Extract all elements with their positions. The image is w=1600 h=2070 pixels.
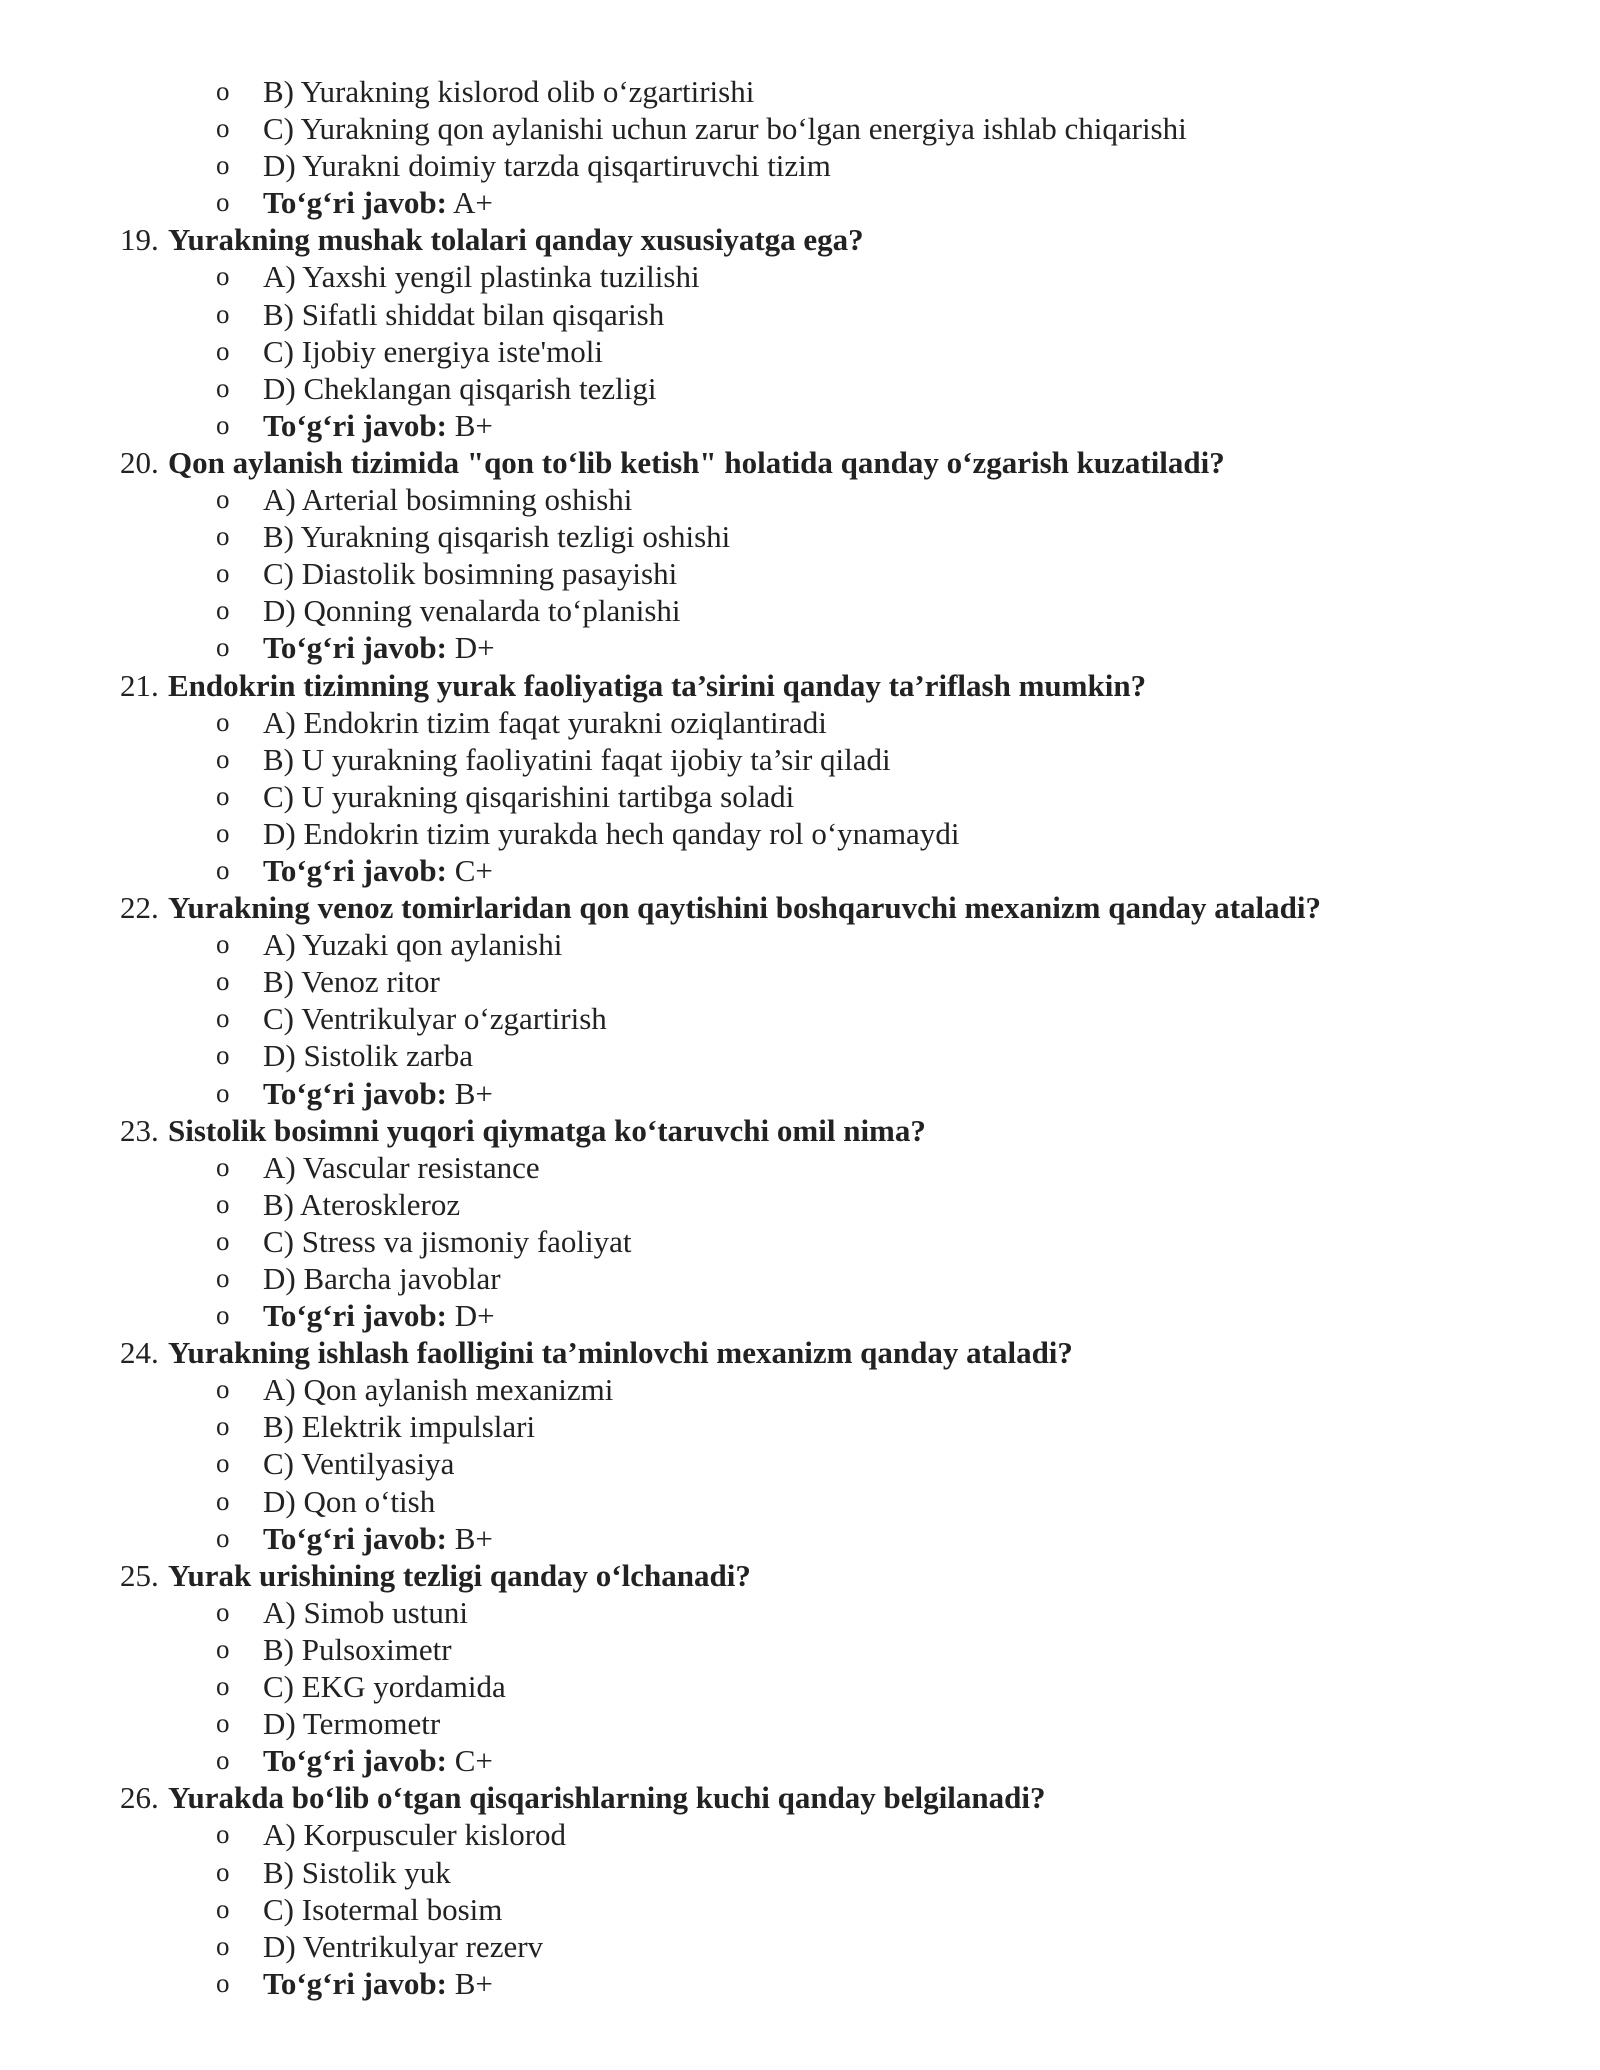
option-text: B) U yurakning faoliyatini faqat ijobiy ta’sir qiladi bbox=[263, 741, 891, 777]
bullet-icon: o bbox=[216, 706, 230, 737]
option-line bbox=[0, 110, 1600, 147]
option-text: C) Isotermal bosim bbox=[263, 1891, 503, 1927]
option-text: D) Termometr bbox=[263, 1706, 441, 1742]
bullet-icon: o bbox=[216, 966, 230, 997]
option-text: C) EKG yordamida bbox=[263, 1669, 506, 1705]
answer-line bbox=[0, 1520, 1600, 1557]
option-text: A) Yaxshi yengil plastinka tuzilishi bbox=[263, 259, 700, 295]
option-line bbox=[0, 1928, 1600, 1965]
answer-value: B+ bbox=[454, 1075, 493, 1111]
question-line bbox=[0, 1112, 1600, 1149]
answer-label: To‘g‘ri javob: bbox=[263, 1743, 447, 1779]
answer-label: To‘g‘ri javob: bbox=[263, 852, 447, 888]
option-line bbox=[0, 1594, 1600, 1631]
question-block-23 bbox=[0, 1112, 1600, 1335]
option-text: C) Diastolik bosimning pasayishi bbox=[263, 556, 678, 592]
option-text: B) Pulsoximetr bbox=[263, 1631, 452, 1667]
option-text: C) Ventrikulyar o‘zgartirish bbox=[263, 1001, 607, 1037]
bullet-icon: o bbox=[216, 1596, 230, 1627]
question-number: 22. bbox=[120, 890, 159, 926]
bullet-icon: o bbox=[216, 1077, 230, 1108]
option-text: A) Vascular resistance bbox=[263, 1149, 540, 1185]
answer-value: B+ bbox=[454, 407, 493, 443]
answer-value: A+ bbox=[453, 185, 493, 221]
bullet-icon: o bbox=[216, 261, 230, 292]
option-line bbox=[0, 555, 1600, 592]
option-line bbox=[0, 73, 1600, 110]
option-text: B) Elektrik impulslari bbox=[263, 1409, 536, 1445]
answer-line bbox=[0, 184, 1600, 221]
answer-label: To‘g‘ri javob: bbox=[263, 1298, 447, 1334]
option-line bbox=[0, 1816, 1600, 1853]
answer-line bbox=[0, 852, 1600, 889]
option-line bbox=[0, 296, 1600, 333]
answer-value: D+ bbox=[454, 630, 495, 666]
question-text: Qon aylanish tizimida "qon to‘lib ketish" holatida qanday o‘zgarish kuzatiladi? bbox=[168, 444, 1225, 480]
bullet-icon: o bbox=[216, 1856, 230, 1887]
option-line bbox=[0, 1668, 1600, 1705]
option-line bbox=[0, 778, 1600, 815]
option-line bbox=[0, 333, 1600, 370]
bullet-icon: o bbox=[216, 1671, 230, 1702]
question-number: 25. bbox=[120, 1557, 159, 1593]
option-text: D) Endokrin tizim yurakda hech qanday rol o‘ynamaydi bbox=[263, 815, 960, 851]
question-text: Yurakning venoz tomirlaridan qon qaytishini boshqaruvchi mexanizm qanday ataladi? bbox=[168, 890, 1321, 926]
bullet-icon: o bbox=[216, 1930, 230, 1961]
option-line bbox=[0, 1631, 1600, 1668]
option-text: D) Cheklangan qisqarish tezligi bbox=[263, 370, 657, 406]
question-number: 21. bbox=[120, 667, 159, 703]
bullet-icon: o bbox=[216, 484, 230, 515]
question-line bbox=[0, 1779, 1600, 1816]
bullet-icon: o bbox=[216, 187, 230, 218]
option-text: A) Yuzaki qon aylanishi bbox=[263, 927, 563, 963]
bullet-icon: o bbox=[216, 1893, 230, 1924]
bullet-icon: o bbox=[216, 1633, 230, 1664]
question-number: 26. bbox=[120, 1780, 159, 1816]
option-text: B) Sistolik yuk bbox=[263, 1854, 451, 1890]
option-text: A) Endokrin tizim faqat yurakni oziqlantiradi bbox=[263, 704, 827, 740]
bullet-icon: o bbox=[216, 521, 230, 552]
answer-value: C+ bbox=[454, 852, 493, 888]
question-number: 20. bbox=[120, 444, 159, 480]
bullet-icon: o bbox=[216, 150, 230, 181]
option-line bbox=[0, 518, 1600, 555]
option-text: B) Ateroskleroz bbox=[263, 1186, 461, 1222]
option-line bbox=[0, 370, 1600, 407]
question-block-24 bbox=[0, 1334, 1600, 1557]
answer-line bbox=[0, 1297, 1600, 1334]
bullet-icon: o bbox=[216, 76, 230, 106]
option-line bbox=[0, 815, 1600, 852]
option-text: B) Yurakning qisqarish tezligi oshishi bbox=[263, 519, 731, 555]
question-text: Sistolik bosimni yuqori qiymatga ko‘taruvchi omil nima? bbox=[168, 1112, 926, 1148]
question-text: Yurak urishining tezligi qanday o‘lchanadi? bbox=[168, 1557, 751, 1593]
question-block-20 bbox=[0, 444, 1600, 667]
question-line bbox=[0, 1557, 1600, 1594]
option-text: A) Qon aylanish mexanizmi bbox=[263, 1372, 614, 1408]
bullet-icon: o bbox=[216, 780, 230, 811]
option-line bbox=[0, 481, 1600, 518]
option-line bbox=[0, 1891, 1600, 1928]
answer-label: To‘g‘ri javob: bbox=[263, 185, 447, 221]
bullet-icon: o bbox=[216, 372, 230, 403]
option-text: D) Barcha javoblar bbox=[263, 1261, 501, 1296]
option-text: A) Simob ustuni bbox=[263, 1594, 468, 1630]
option-line bbox=[0, 258, 1600, 295]
answer-label: To‘g‘ri javob: bbox=[263, 1965, 447, 2001]
answer-label: To‘g‘ri javob: bbox=[263, 1520, 447, 1556]
option-line bbox=[0, 1037, 1600, 1074]
bullet-icon: o bbox=[216, 929, 230, 960]
question-line bbox=[0, 667, 1600, 704]
question-line bbox=[0, 1334, 1600, 1371]
bullet-icon: o bbox=[216, 854, 230, 885]
question-block-25 bbox=[0, 1557, 1600, 1780]
answer-line bbox=[0, 407, 1600, 444]
option-text: D) Qon o‘tish bbox=[263, 1483, 436, 1519]
option-line bbox=[0, 704, 1600, 741]
answer-value: D+ bbox=[454, 1298, 495, 1334]
option-text: B) Venoz ritor bbox=[263, 964, 440, 1000]
option-text: C) U yurakning qisqarishini tartibga soladi bbox=[263, 778, 795, 814]
bullet-icon: o bbox=[216, 1003, 230, 1034]
question-line bbox=[0, 221, 1600, 258]
answer-line bbox=[0, 1965, 1600, 2002]
option-line bbox=[0, 1854, 1600, 1891]
bullet-icon: o bbox=[216, 1300, 230, 1331]
option-line bbox=[0, 1371, 1600, 1408]
answer-value: B+ bbox=[454, 1965, 493, 2001]
answer-label: To‘g‘ri javob: bbox=[263, 630, 447, 666]
option-text: D) Sistolik zarba bbox=[263, 1038, 474, 1074]
prev-question-block bbox=[0, 73, 1600, 221]
bullet-icon: o bbox=[216, 1448, 230, 1479]
question-text: Endokrin tizimning yurak faoliyatiga ta’sirini qanday ta’riflash mumkin? bbox=[168, 667, 1147, 703]
option-line bbox=[0, 592, 1600, 629]
question-line bbox=[0, 444, 1600, 481]
question-text: Yurakning ishlash faolligini ta’minlovchi mexanizm qanday ataladi? bbox=[168, 1335, 1073, 1371]
option-line bbox=[0, 1149, 1600, 1186]
option-text: B) Sifatli shiddat bilan qisqarish bbox=[263, 296, 665, 332]
bullet-icon: o bbox=[216, 1263, 230, 1293]
bullet-icon: o bbox=[216, 595, 230, 626]
option-text: B) Yurakning kislorod olib o‘zgartirishi bbox=[263, 74, 755, 109]
option-text: D) Ventrikulyar rezerv bbox=[263, 1928, 544, 1964]
question-block-19 bbox=[0, 221, 1600, 444]
option-line bbox=[0, 147, 1600, 184]
question-number: 23. bbox=[120, 1112, 159, 1148]
option-text: C) Ijobiy energiya iste'moli bbox=[263, 333, 603, 369]
bullet-icon: o bbox=[216, 113, 230, 144]
bullet-icon: o bbox=[216, 1040, 230, 1071]
option-line bbox=[0, 1408, 1600, 1445]
question-number: 19. bbox=[120, 222, 159, 258]
option-line bbox=[0, 1483, 1600, 1520]
bullet-icon: o bbox=[216, 1411, 230, 1442]
option-text: D) Qonning venalarda to‘planishi bbox=[263, 593, 681, 629]
question-line bbox=[0, 889, 1600, 926]
bullet-icon: o bbox=[216, 335, 230, 366]
bullet-icon: o bbox=[216, 409, 230, 440]
option-line bbox=[0, 926, 1600, 963]
option-line bbox=[0, 963, 1600, 1000]
question-number: 24. bbox=[120, 1335, 159, 1371]
option-text: C) Stress va jismoniy faoliyat bbox=[263, 1223, 632, 1259]
bullet-icon: o bbox=[216, 1745, 230, 1776]
option-text: C) Yurakning qon aylanishi uchun zarur bo‘lgan energiya ishlab chiqarishi bbox=[263, 111, 1187, 147]
bullet-icon: o bbox=[216, 1485, 230, 1516]
answer-label: To‘g‘ri javob: bbox=[263, 407, 447, 443]
bullet-icon: o bbox=[216, 1188, 230, 1219]
bullet-icon: o bbox=[216, 1374, 230, 1405]
answer-line bbox=[0, 629, 1600, 666]
answer-line bbox=[0, 1075, 1600, 1112]
bullet-icon: o bbox=[216, 1819, 230, 1850]
answer-line bbox=[0, 1742, 1600, 1779]
option-text: D) Yurakni doimiy tarzda qisqartiruvchi tizim bbox=[263, 148, 831, 184]
bullet-icon: o bbox=[216, 743, 230, 774]
option-line bbox=[0, 1186, 1600, 1223]
option-line bbox=[0, 1260, 1600, 1297]
option-line bbox=[0, 1705, 1600, 1742]
option-text: A) Korpusculer kislorod bbox=[263, 1817, 567, 1853]
bullet-icon: o bbox=[216, 817, 230, 848]
bullet-icon: o bbox=[216, 632, 230, 663]
bullet-icon: o bbox=[216, 298, 230, 329]
bullet-icon: o bbox=[216, 1967, 230, 1998]
question-text: Yurakda bo‘lib o‘tgan qisqarishlarning kuchi qanday belgilanadi? bbox=[168, 1780, 1046, 1816]
option-line bbox=[0, 1445, 1600, 1482]
bullet-icon: o bbox=[216, 558, 230, 589]
option-line bbox=[0, 1223, 1600, 1260]
question-block-22 bbox=[0, 889, 1600, 1112]
question-block-21 bbox=[0, 667, 1600, 890]
question-block-26 bbox=[0, 1779, 1600, 2002]
bullet-icon: o bbox=[216, 1522, 230, 1553]
bullet-icon: o bbox=[216, 1151, 230, 1182]
answer-value: B+ bbox=[454, 1520, 493, 1556]
bullet-icon: o bbox=[216, 1225, 230, 1256]
bullet-icon: o bbox=[216, 1708, 230, 1739]
option-line bbox=[0, 1000, 1600, 1037]
option-line bbox=[0, 741, 1600, 778]
answer-value: C+ bbox=[454, 1743, 493, 1779]
answer-label: To‘g‘ri javob: bbox=[263, 1075, 447, 1111]
option-text: C) Ventilyasiya bbox=[263, 1446, 455, 1482]
question-text: Yurakning mushak tolalari qanday xususiyatga ega? bbox=[168, 222, 864, 258]
option-text: A) Arterial bosimning oshishi bbox=[263, 482, 633, 518]
